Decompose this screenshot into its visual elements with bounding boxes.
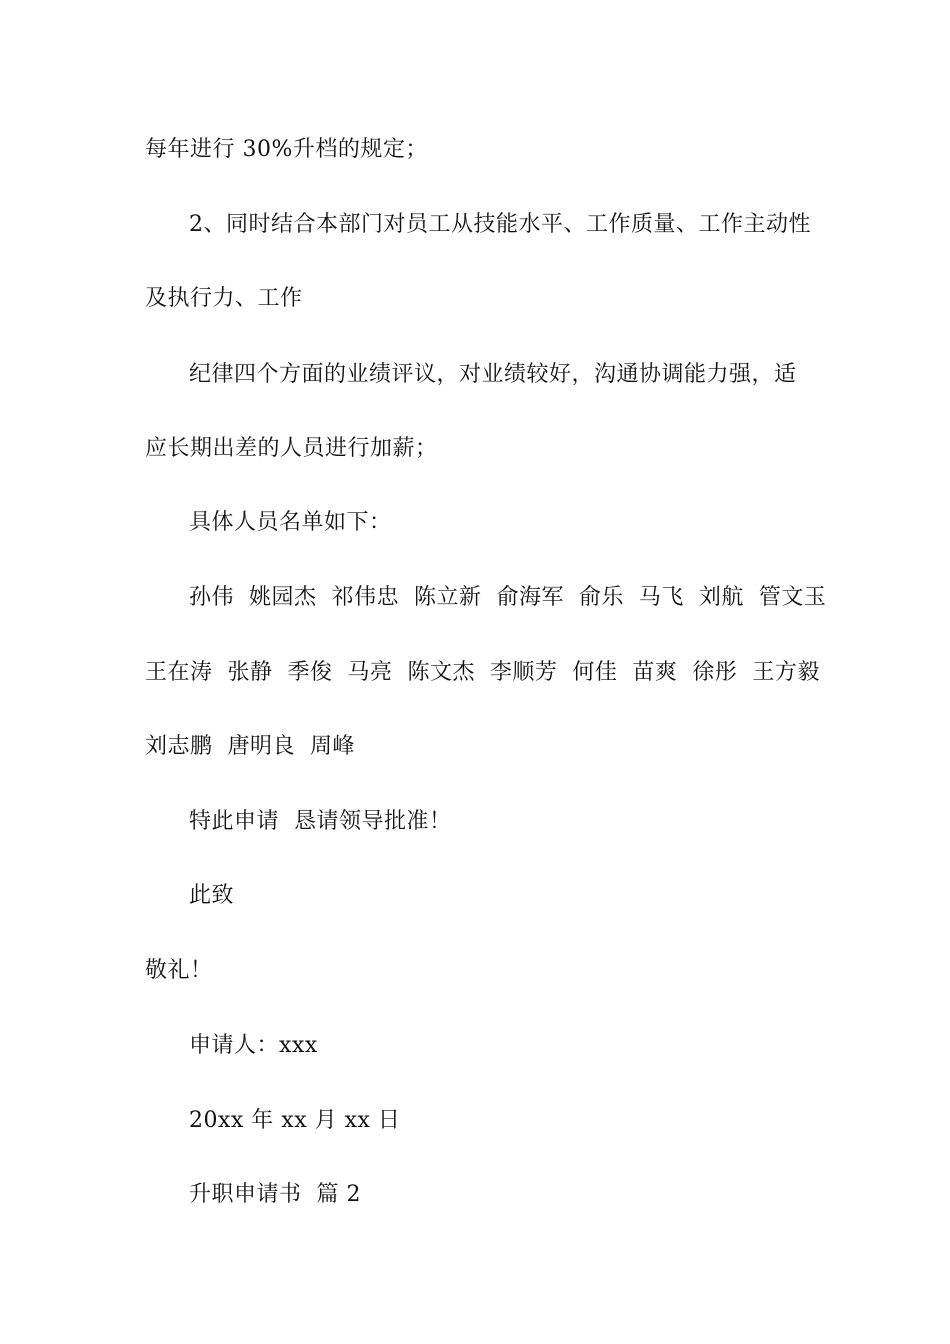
- section-title: 升职申请书 篇 2: [189, 1182, 361, 1207]
- closing-line: 此致: [189, 883, 235, 908]
- paragraph-line: 应长期出差的人员进行加薪；: [145, 436, 438, 461]
- paragraph-line: 每年进行 30%升档的规定；: [145, 137, 428, 162]
- name-list-line: 刘志鹏 唐明良 周峰: [145, 734, 355, 759]
- salutation-line: 敬礼！: [145, 958, 213, 983]
- date-line: 20xx 年 xx 月 xx 日: [189, 1108, 401, 1133]
- paragraph-line: 具体人员名单如下：: [189, 510, 392, 535]
- paragraph-line: 2、同时结合本部门对员工从技能水平、工作质量、工作主动性: [189, 212, 811, 237]
- paragraph-line: 及执行力、工作: [145, 286, 303, 311]
- applicant-line: 申请人：xxx: [189, 1033, 318, 1058]
- paragraph-line: 纪律四个方面的业绩评议，对业绩较好，沟通协调能力强，适: [189, 362, 797, 387]
- name-list-line: 王在涛 张静 季俊 马亮 陈文杰 李顺芳 何佳 苗爽 徐彤 王方毅: [145, 660, 820, 685]
- name-list-line: 孙伟 姚园杰 祁伟忠 陈立新 俞海军 俞乐 马飞 刘航 管文玉: [189, 585, 827, 610]
- request-line: 特此申请 恳请领导批准！: [189, 809, 452, 834]
